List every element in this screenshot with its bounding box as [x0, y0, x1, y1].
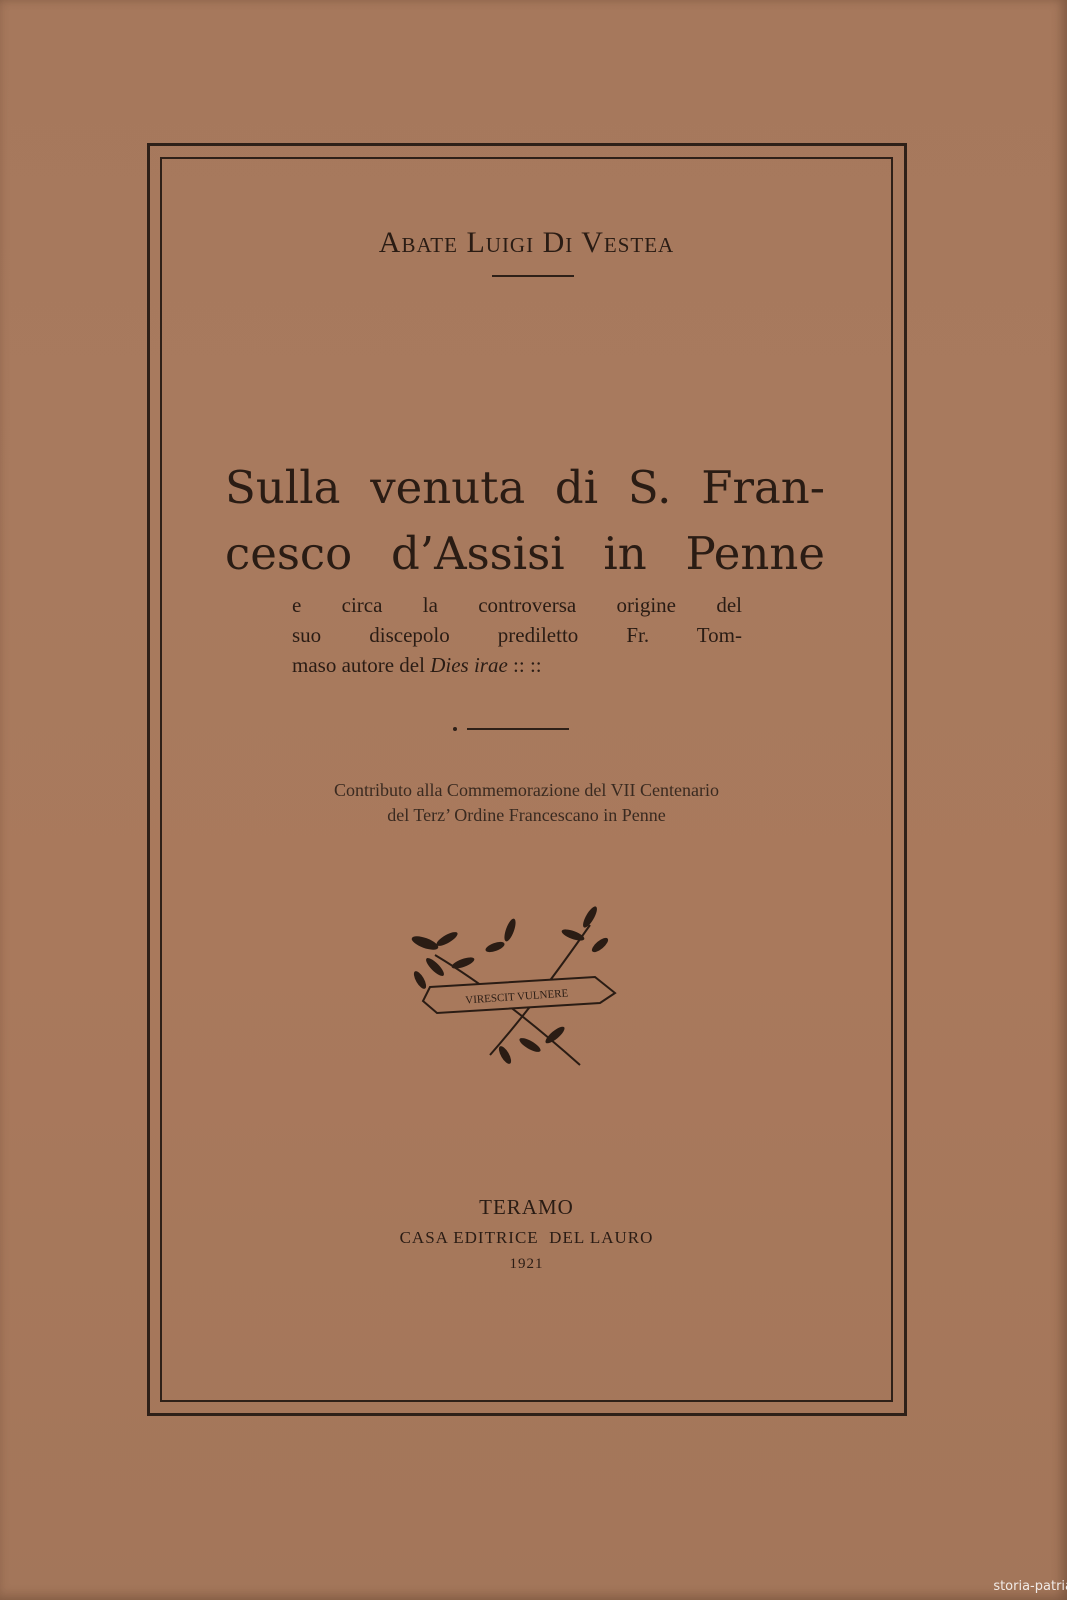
subtitle-line-2: suo discepolo prediletto Fr. Tom-	[292, 623, 742, 647]
subtitle-line-1: e circa la controversa origine del	[292, 593, 742, 617]
divider-rule	[467, 728, 569, 730]
author-prefix: Abate	[378, 226, 458, 259]
title-line-2: cesco d’Assisi in Penne	[225, 527, 825, 580]
contribution-note	[160, 778, 893, 828]
laurel-emblem-icon	[395, 905, 630, 1075]
author-name: Luigi Di Vestea	[466, 226, 675, 259]
imprint-publisher	[160, 1228, 893, 1248]
author-line	[160, 226, 893, 260]
book-title	[225, 455, 825, 587]
imprint-publisher-text: CASA EDITRICE DEL LAURO	[399, 1228, 654, 1247]
subtitle-line-3-text: maso autore del	[292, 653, 425, 677]
subtitle-end-ornament: :: ::	[507, 653, 542, 677]
emblem-ribbon-text: VIRESCIT VULNERE	[464, 987, 569, 1007]
imprint-city: TERAMO	[479, 1195, 574, 1219]
divider-dot	[453, 727, 457, 731]
title-line-1: Sulla venuta di S. Fran-	[225, 461, 825, 514]
book-subtitle	[292, 590, 742, 680]
contribution-line-1: Contributo alla Commemorazione del VII Centenario	[333, 780, 720, 800]
imprint-year: 1921	[509, 1256, 544, 1272]
subtitle-line-3	[292, 650, 742, 680]
subtitle-italic-dies-irae: Dies irae	[430, 653, 508, 677]
watermark: storia-patria	[993, 1579, 1073, 1594]
author-underline	[492, 275, 574, 277]
contribution-line-2: del Terz’ Ordine Francescano in Penne	[387, 805, 666, 825]
